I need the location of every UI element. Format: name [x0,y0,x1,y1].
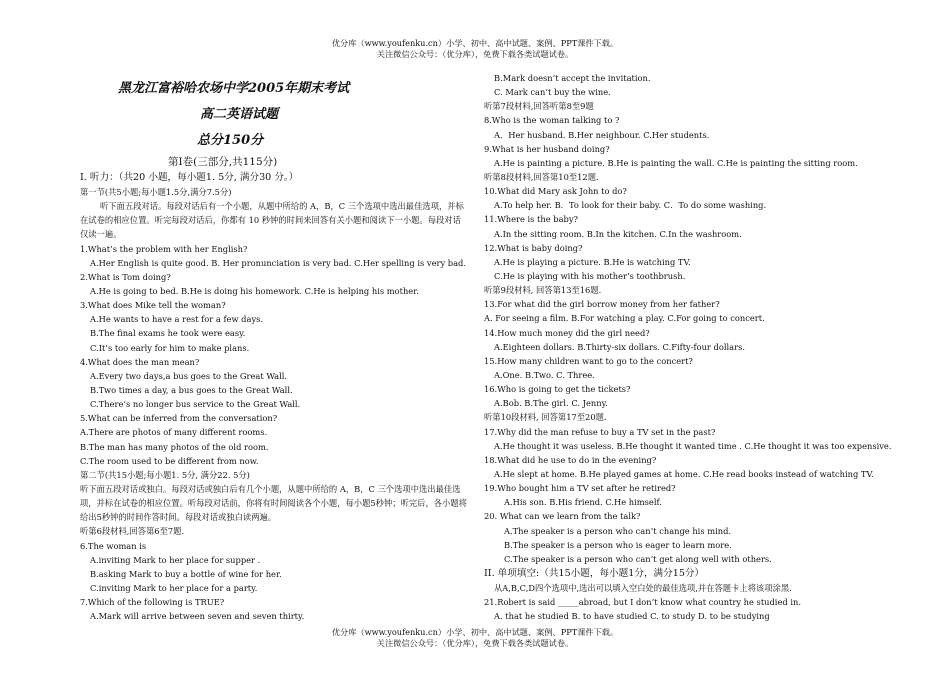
question-line: C.inviting Mark to her place for a party. [90,583,258,594]
question-line: A.He thought it was useless. B.He thought it wanted time . C.He thought it was too expensive. [494,440,892,451]
question-line: 1.What’s the problem with her English? [80,243,248,254]
question-line: 2.What is Tom doing? [80,271,171,282]
question-line: 20. What can we learn from the talk? [484,511,641,522]
question-line: B.Two times a day, a bus goes to the Great Wall. [90,385,293,396]
question-line: A.He wants to have a rest for a few days. [90,314,264,325]
question-line: 11.Where is the baby? [484,214,578,225]
question-line: A.One. B.Two. C. Three. [494,369,595,380]
question-21: 21.Robert is said _____abroad, but I don’t know what country he studied in. [484,597,801,608]
question-line: 9.What is her husband doing? [484,143,610,154]
question-line: A.In the sitting room. B.In the kitchen. C.In the washroom. [494,228,742,239]
question-line: A.His son. B.His friend. C.He himself. [504,497,662,508]
question-line: A.To help her. B．To look for their baby. C．To do some washing. [494,200,767,211]
exam-total-score: 总分150分 [197,133,264,148]
question-line: A.Her English is quite good. B. Her pronunciation is very bad. C.Her spelling is very bad. [90,257,466,268]
sub-section-two-heading: 第二节(共15小题;每小题1. 5分, 满分22. 5分) [80,469,250,480]
question-line: A. For seeing a film. B.For watching a play. C.For going to concert. [484,313,765,324]
question-line: 13.For what did the girl borrow money from her father? [484,299,720,310]
sub-section-one-instructions: 听下面五段对话。每段对话后有一个小题，从题中所给的 A，B，C 三个选项中选出最佳选项，并标在试卷的相应位置。听完每段对话后，你都有 10 秒钟的时间来回答有关小题和阅读下一小题。每段对话仅读一遍。 [80,201,464,240]
question-line: C.He is playing with his mother’s toothbrush. [494,270,686,281]
question-line: 3.What does Mike tell the woman? [80,300,226,311]
question-line: C.It’s too early for him to make plans. [90,342,250,353]
footer-line-1: 优分库（www.youfenku.cn）小学、初中、高中试题、案例、PPT课件下载。 [331,627,619,637]
question-line: A.He is playing a picture. B.He is watching TV. [494,256,691,267]
header-line-1: 优分库（www.youfenku.cn）小学、初中、高中试题、案例、PPT课件下载。 [331,38,619,48]
sub-section-two-instructions: 听下面五段对话或独白。每段对话或独白后有几个小题，从题中所给的 A，B，C 三个选项中选出最佳选项，并标在试卷的相应位置。听每段对话前，你将有时间阅读各个小题，每小题5秒钟；听完后，各小题将给出5秒钟的时间作答时间。每段对话或独白读两遍。 [80,484,467,523]
exam-subtitle: 高二英语试题 [200,107,279,122]
question-line: B.The man has many photos of the old room. [80,441,269,452]
question-line: 5.What can be inferred from the conversation? [80,413,278,424]
left-question-list [80,242,470,468]
question-line: 12.What is baby doing? [484,242,583,253]
question-21-options: A. that he studied B. to have studied C. to study D. to be studying [494,611,770,622]
question-line: 10.What did Mary ask John to do? [484,186,627,197]
left-question-list-2 [80,524,470,623]
question-line: A.Bob. B.The girl. C. Jenny. [494,398,608,409]
question-line: A.There are photos of many different rooms. [80,427,268,438]
question-line: 14.How much money did the girl need? [484,327,650,338]
left-column [80,76,470,623]
question-line: 听第10段材料, 回答第17至20题. [484,412,607,423]
question-line: A.He is going to bed. B.He is doing his homework. C.He is helping his mother. [90,286,419,297]
section-two-heading: II. 单项填空:（共15小题，每小题1分，满分15分） [484,567,705,579]
question-line: C.The speaker is a person who can’t get along well with others. [504,553,772,564]
section-two-instructions: 从A,B,C,D四个选项中,选出可以填入空白处的最佳选项,并在答题卡上将该项涂黑. [494,582,792,593]
question-line: B.asking Mark to buy a bottle of wine for her. [90,568,282,579]
question-line: 17.Why did the man refuse to buy a TV set in the past? [484,426,716,437]
right-question-list [484,71,892,566]
question-line: 4.What does the man mean? [80,356,200,367]
question-line: A.He is painting a picture. B.He is painting the wall. C.He is painting the sitting room. [494,157,858,168]
question-line: 6.The woman is [80,540,147,551]
question-line: C. Mark can’t buy the wine. [494,87,611,98]
question-line: A.He slept at home. B.He played games at home. C.He read books instead of watching TV. [494,468,874,479]
question-line: 7.Which of the following is TRUE? [80,597,225,608]
exam-title: 黑龙江富裕哈农场中学2005年期末考试 [118,81,350,96]
question-line: 听第8段材料,回答第10至12题. [484,171,599,182]
question-line: A．Her husband. B.Her neighbour. C.Her students. [494,129,710,140]
question-line: 18.What did he use to do in the evening? [484,454,657,465]
sub-section-one-heading: 第一节(共5小题;每小题1.5分,满分7.5分) [80,187,232,197]
question-line: C.There’s no longer bus service to the Great Wall. [90,399,301,410]
question-line: A.Eighteen dollars. B.Thirty-six dollars. C.Fifty-four dollars. [494,341,745,352]
question-line: B.The final exams he took were easy. [90,328,246,339]
page-header [0,38,950,60]
section-one-heading: I. 听力：（共20 小题，每小题1. 5分, 满分30 分。） [80,172,299,183]
question-line: 8.Who is the woman talking to ? [484,115,620,126]
question-line: A.Every two days,a bus goes to the Great Wall. [90,370,288,381]
question-line: B.Mark doesn’t accept the invitation. [494,73,651,83]
question-line: 听第6段材料,回答第6至7题. [80,526,185,537]
question-line: A.The speaker is a person who can’t change his mind. [504,525,732,536]
question-line: 15.How many children want to go to the concert? [484,355,693,366]
part-one-heading: 第Ⅰ卷(三部分,共115分) [168,156,278,168]
question-line: A.inviting Mark to her place for supper . [90,554,261,565]
question-line: B.The speaker is a person who is eager to learn more. [504,539,732,550]
question-line: 16.Who is going to get the tickets? [484,384,631,395]
footer-line-2: 关注微信公众号：（优分库），免费下载各类试题试卷。 [376,638,574,648]
question-line: 19.Who bought him a TV set after he retired? [484,483,676,494]
question-line: 听第7段材料,回答听第8至9题 [484,101,594,112]
question-line: C.The room used to be different from now. [80,455,259,466]
header-line-2: 关注微信公众号：（优分库），免费下载各类试题试卷。 [376,49,574,59]
right-column [484,71,892,623]
question-line: A.Mark will arrive between seven and seven thirty. [90,611,305,622]
page-footer [0,627,950,649]
question-line: 听第9段材料, 回答第13至16题. [484,285,602,296]
